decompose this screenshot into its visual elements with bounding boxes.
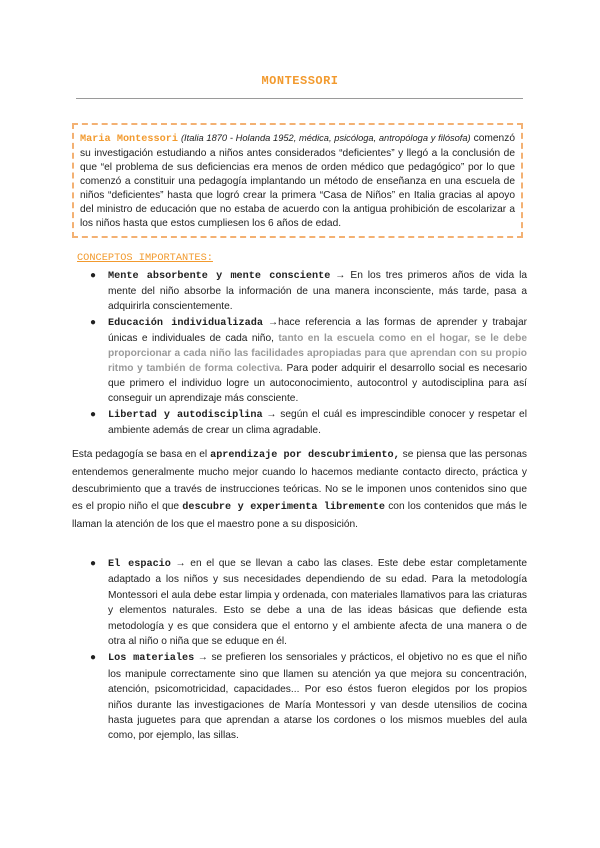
list-item <box>80 650 527 743</box>
intro-text: comenzó su investigación estudiando a niños antes considerados “deficientes” y llegó a la conclusión de que “el problema de sus deficiencias era menos de orden médico que pedagógico” por lo que comenzó a constituir una pedagogía implantando un método de enseñanza en una escuela de niños “deficientes” hasta que logró crear la primera “Casa de Niños” en Italia gracias al apoyo del ministro de educación que no estaba de acuerdo con la antigua prohibición de escolarizar a los niños hasta que estos cumpliesen los 6 años de edad. <box>80 133 515 229</box>
element-text: → se prefieren los sensoriales y prácticos, el objetivo no es que el niño los manipule correctamente sino que llamen su atención ya que mejora su concentración, atención, psicomotricidad, capacidades... Por eso éstos fueron elegidos por los propios niños durante las investigaciones de María Montessori y van desde utensilios de cocina hasta juguetes para que aprendan a atarse los cordones o los mismos muebles del aula como, por ejemplo, las sillas. <box>108 652 528 742</box>
element-text: → en el que se llevan a cabo las clases. Este debe estar completamente adaptado a los niños y sus necesidades dependiendo de su edad. Para la metodología Montessori el aula debe estar limpia y ordenada, con materiales llamativos para las criaturas y elementos naturales. Esto se debe a una de las ideas básicas que defiende esta metodología y es que considera que el entorno y el ambiente afecta de una manera o de otra al niño o niña que se eduque en él. <box>108 558 527 648</box>
list-item <box>80 268 527 314</box>
concept-text: → En los tres primeros años de vida la mente del niño absorbe la información de una manera inconsciente, más tarde, pasa a adquirirla conscientemente. <box>108 270 527 312</box>
paragraph-text: Esta pedagogía se basa en el <box>72 449 211 460</box>
concept-text: →hace referencia a las formas de aprender y trabajar únicas e individuales de cada niño, <box>108 317 528 344</box>
intro-name: Maria Montessori <box>80 134 178 145</box>
list-item <box>80 407 527 438</box>
list-item <box>80 556 527 649</box>
intro-bio: (Italia 1870 - Holanda 1952, médica, psicóloga, antropóloga y filósofa) <box>180 133 471 143</box>
element-term: Los materiales <box>108 653 195 665</box>
concept-term: Educación individualizada <box>108 318 263 329</box>
body-paragraph <box>72 446 527 533</box>
list-item <box>80 315 527 406</box>
concept-term: Mente absorbente y mente consciente <box>108 271 331 282</box>
concept-text: → según el cuál es imprescindible conocer y respetar el ambiente además de crear un clima agradable. <box>108 409 527 436</box>
intro-box <box>72 123 523 238</box>
concepts-heading: CONCEPTOS IMPORTANTES: <box>77 252 213 264</box>
bullet-icon: ● <box>90 317 97 328</box>
concept-text-after: Para poder adquirir el desarrollo social es necesario que primero el individuo logre un autoconocimiento, autocontrol y autodisciplina para así conseguir un aprendizaje más consciente. <box>108 363 527 404</box>
element-term: El espacio <box>108 559 171 570</box>
concepts-list <box>80 268 527 438</box>
page-title: MONTESSORI <box>261 74 339 88</box>
bullet-icon: ● <box>90 409 97 420</box>
paragraph-keyword: descubre y experimenta libremente <box>182 502 386 513</box>
concept-term: Libertad y autodisciplina <box>108 410 263 421</box>
bullet-icon: ● <box>90 270 97 281</box>
elements-list <box>80 556 527 744</box>
concept-highlight: tanto en la escuela como en el hogar, se le debe proporcionar a cada niño las facilidades apropiadas para que aprendan con su propio ritmo y también de forma colectiva. <box>108 333 527 374</box>
bullet-icon: ● <box>90 558 97 569</box>
title-divider <box>76 98 523 99</box>
bullet-icon: ● <box>90 652 97 664</box>
paragraph-keyword: aprendizaje por descubrimiento, <box>210 450 400 461</box>
paragraph-text: con los contenidos que más le llaman la atención de los que el maestro pone a su disposición. <box>72 501 527 530</box>
paragraph-text: se piensa que las personas entendemos generalmente mucho mejor cuando lo hacemos mediante contacto directo, práctica y descubrimiento que a través de instrucciones teóricas. No se le imponen unos contenidos sino que es el propio niño el que <box>72 449 527 512</box>
